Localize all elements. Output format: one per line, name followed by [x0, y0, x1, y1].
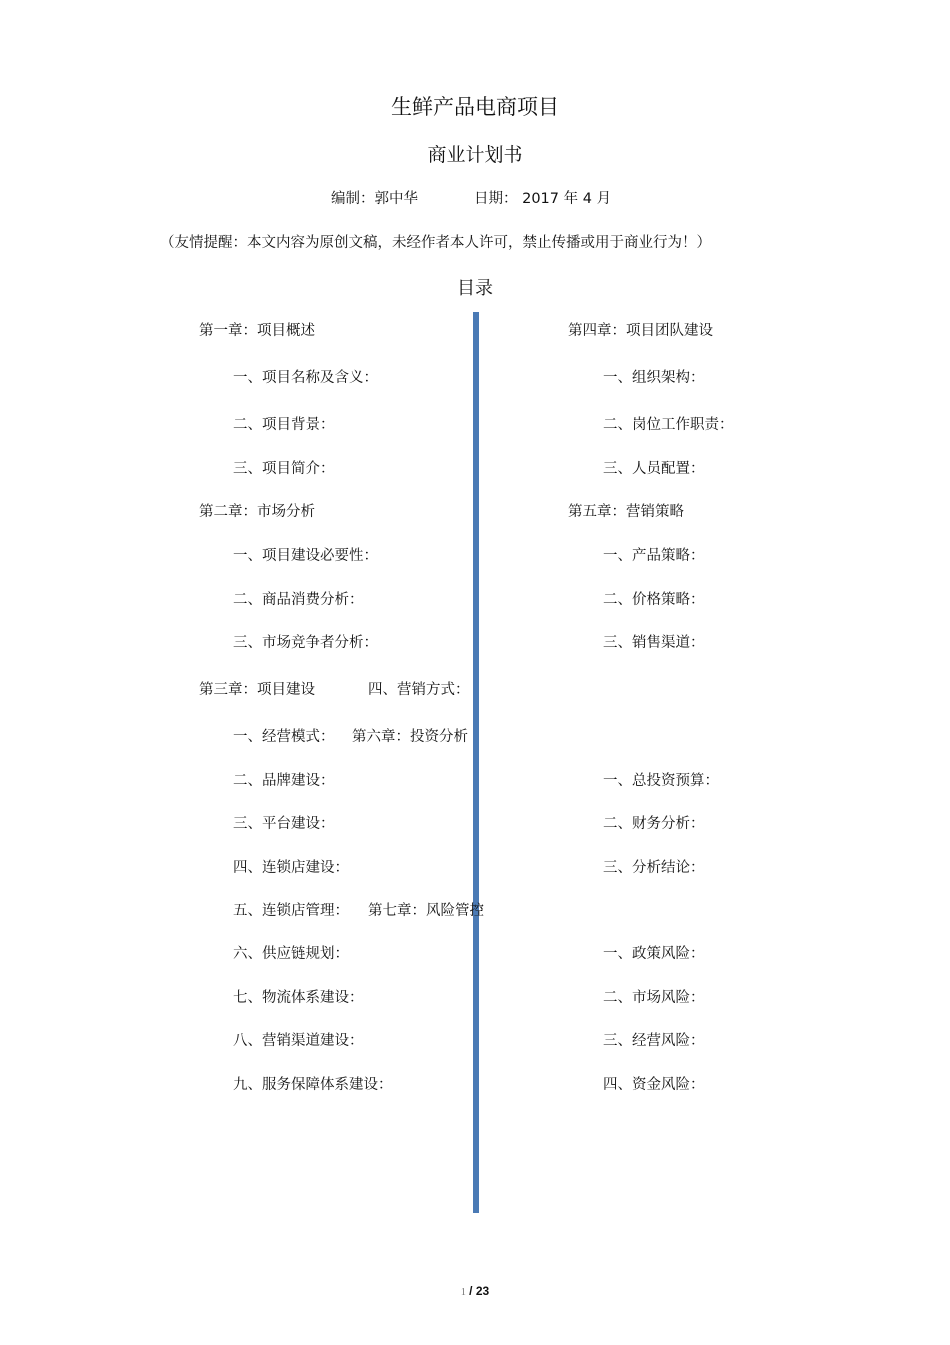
toc-item[interactable]: 一、组织架构：	[603, 370, 705, 386]
page-number	[0, 1284, 950, 1298]
toc-item[interactable]: 三、经营风险：	[603, 1033, 705, 1049]
toc-item[interactable]: 四、资金风险：	[603, 1077, 705, 1093]
toc-item[interactable]: 五、连锁店管理：	[233, 903, 349, 919]
toc-chapter[interactable]: 第三章：项目建设	[199, 682, 315, 698]
toc-item[interactable]: 四、连锁店建设：	[233, 860, 349, 876]
toc-item[interactable]: 二、品牌建设：	[233, 773, 335, 789]
toc-item[interactable]: 二、商品消费分析：	[233, 592, 364, 608]
toc-item[interactable]: 二、岗位工作职责：	[603, 417, 734, 433]
doc-title: 生鲜产品电商项目	[391, 95, 559, 119]
toc-chapter[interactable]: 第一章：项目概述	[199, 323, 315, 339]
toc-chapter[interactable]: 第六章：投资分析	[352, 729, 468, 745]
toc-divider	[473, 312, 479, 1213]
toc-item[interactable]: 九、服务保障体系建设：	[233, 1077, 393, 1093]
page-total: / 23	[469, 1284, 490, 1298]
toc-title: 目录	[457, 278, 493, 299]
toc-item[interactable]: 二、项目背景：	[233, 417, 335, 433]
toc-item[interactable]: 三、平台建设：	[233, 816, 335, 832]
toc-chapter[interactable]: 第二章：市场分析	[199, 504, 315, 520]
toc-chapter[interactable]: 第五章：营销策略	[568, 504, 684, 520]
date-line: 日期： 2017 年 4 月	[474, 191, 612, 207]
toc-chapter[interactable]: 第四章：项目团队建设	[568, 323, 713, 339]
toc-item[interactable]: 七、物流体系建设：	[233, 990, 364, 1006]
toc-item[interactable]: 三、市场竞争者分析：	[233, 635, 378, 651]
toc-item[interactable]: 一、经营模式：	[233, 729, 335, 745]
toc-item[interactable]: 三、项目简介：	[233, 461, 335, 477]
toc-item[interactable]: 八、营销渠道建设：	[233, 1033, 364, 1049]
toc-item[interactable]: 三、分析结论：	[603, 860, 705, 876]
toc-item[interactable]: 三、人员配置：	[603, 461, 705, 477]
toc-item[interactable]: 一、产品策略：	[603, 548, 705, 564]
page-current: 1	[460, 1287, 466, 1298]
toc-item[interactable]: 二、价格策略：	[603, 592, 705, 608]
toc-item[interactable]: 一、项目建设必要性：	[233, 548, 378, 564]
notice: （友情提醒：本文内容为原创文稿，未经作者本人许可，禁止传播或用于商业行为！）	[160, 235, 711, 251]
toc-item[interactable]: 六、供应链规划：	[233, 946, 349, 962]
doc-subtitle: 商业计划书	[427, 144, 523, 166]
toc-item[interactable]: 二、市场风险：	[603, 990, 705, 1006]
toc-chapter[interactable]: 第七章：风险管控	[368, 903, 484, 919]
author-line: 编制：郭中华	[331, 191, 418, 207]
toc-item[interactable]: 二、财务分析：	[603, 816, 705, 832]
toc-item[interactable]: 四、营销方式：	[368, 682, 470, 698]
toc-item[interactable]: 一、项目名称及含义：	[233, 370, 378, 386]
toc-item[interactable]: 三、销售渠道：	[603, 635, 705, 651]
toc-item[interactable]: 一、政策风险：	[603, 946, 705, 962]
toc-item[interactable]: 一、总投资预算：	[603, 773, 719, 789]
